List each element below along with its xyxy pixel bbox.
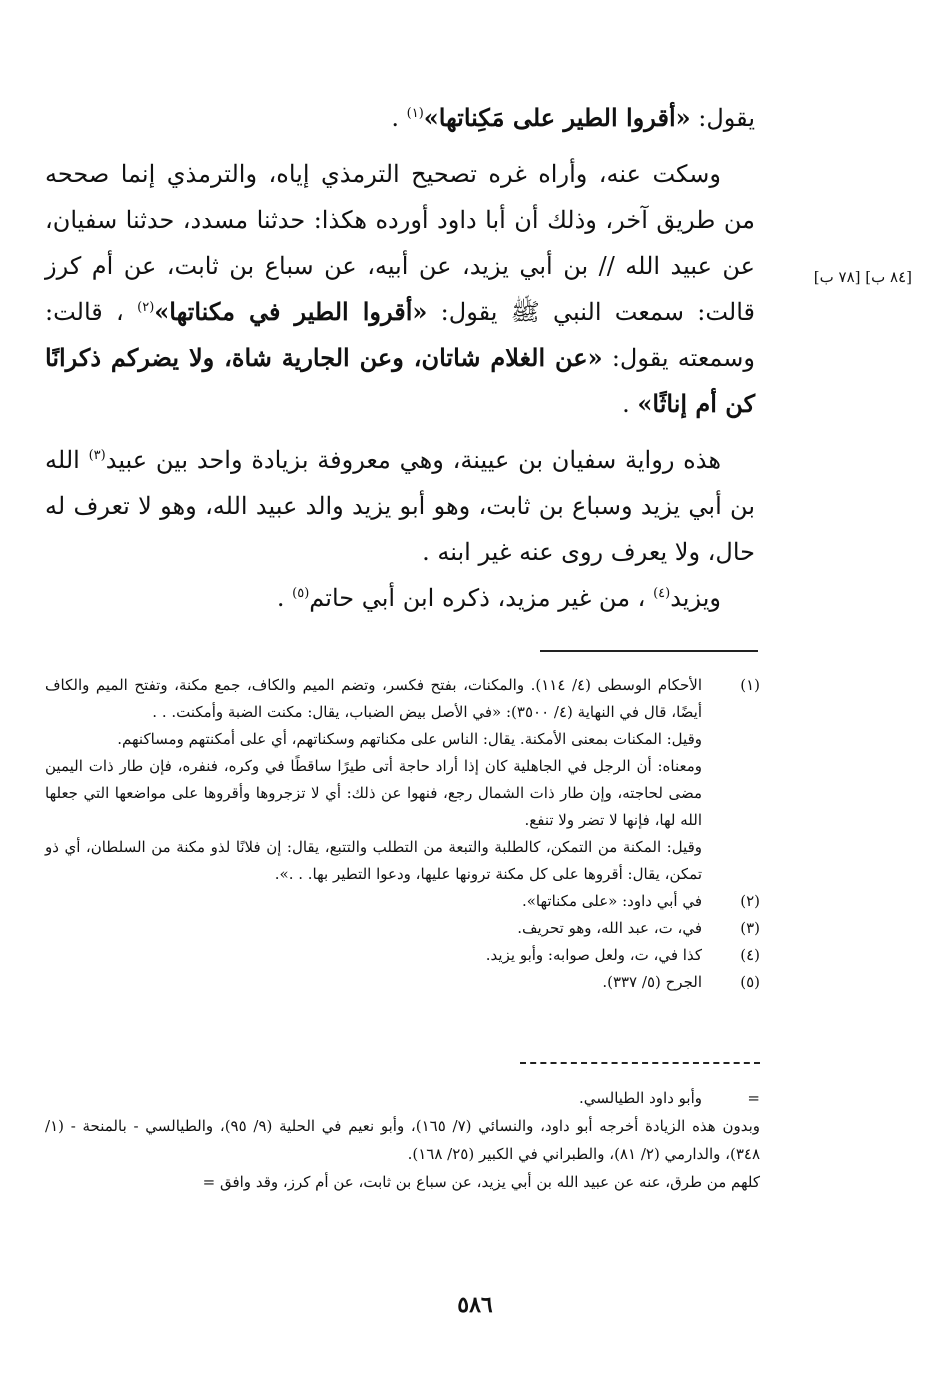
footnote-number: (٢)	[740, 892, 760, 910]
footnote-ref[interactable]: (٣)	[88, 448, 106, 463]
footnote-text: الأحكام الوسطى (٤/ ١١٤). والمكنات، بفتح فكسر، وتضم الميم والكاف، جمع مكنة، وتفتح الميم والكاف أيضًا، قال في النهاية (٤/ ٣٥٠٠): «في الأصل بيض الضباب، يقال: مكنت الضبة وأمكنت. . .	[45, 676, 703, 721]
continuation-text: وبدون هذه الزيادة أخرجه أبو داود، والنسائي (٧/ ١٦٥)، وأبو نعيم في الحلية (٩/ ٩٥)، والطيالسي - بالمنحة - (١/ ٣٤٨)، والدارمي (٢/ ٨١)، والطبراني في الكبير (٢٥/ ١٦٨).	[45, 1117, 760, 1163]
footnote-ref[interactable]: (٥)	[292, 586, 310, 601]
footnote-text: وقيل: المكنات بمعنى الأمكنة. يقال: الناس على مكناتهم وسكناتهم، أي على أمكنتهم ومساكنهم.	[117, 730, 702, 748]
footnotes	[45, 672, 760, 996]
footnote-3	[45, 915, 760, 942]
footnote-ref[interactable]: (٢)	[137, 300, 155, 315]
hadith-quote: «أقروا الطير على مَكِناتها»	[423, 103, 691, 132]
main-paragraph-4: ويزيد$^{(٤)}$ ، من غير مزيد، ذكره ابن أبي حاتم$^{(٥)}$ .	[276, 584, 721, 612]
footnote-text: في، ت، عبد الله، وهو تحريف.	[517, 919, 702, 937]
footnote-text: وقيل: المكنة من التمكن، كالطلبة والتبعة من التطلب والتتبع، يقال: إن فلانًا لذو مكنة من السلطان، أي ذو تمكن، يقال: أقروها على كل مكنة ترونها عليها، ودعوا التطير بها. . .».	[45, 838, 702, 883]
page-number: ٥٨٦	[457, 1292, 493, 1318]
footnote-1	[45, 672, 760, 888]
footnote-number: (١)	[740, 676, 760, 694]
hadith-quote: «عن الغلام شاتان، وعن الجارية شاة، ولا يضركم ذكرانًا كن أم إناثًا»	[45, 343, 755, 418]
continued-footnote	[45, 1084, 760, 1196]
footnote-ref[interactable]: (١)	[406, 106, 424, 121]
continuation-separator	[520, 1062, 760, 1064]
hadith-quote: «أقروا الطير في مكناتها»	[154, 297, 428, 326]
footnote-number: (٣)	[740, 919, 760, 937]
continuation-text: وأبو داود الطيالسي.	[578, 1089, 702, 1107]
footnote-separator	[540, 650, 758, 652]
continuation-text: كلهم من طرق، عنه عن عبيد الله بن أبي يزيد، عن سباع بن ثابت، عن أم كرز، وقد وافق =	[202, 1173, 760, 1191]
main-paragraph-2: وسكت عنه، وأراه غره تصحيح الترمذي إياه، والترمذي إنما صححه من طريق آخر، وذلك أن أبا داود أورده هكذا: حدثنا مسدد، حدثنا سفيان، عن عبيد الله // بن أبي يزيد، عن أبيه، عن سباع بن ثابت، عن أم كرز قالت: سمعت النبي ﷺ يقول: «أقروا الطير في مكناتها»$^{(٢)}$ ، قالت: وسمعته يقول: «عن الغلام شاتان، وعن الجارية شاة، ولا يضركم ذكرانًا كن أم إناثًا» .	[45, 160, 756, 418]
continuation-mark: =	[747, 1089, 760, 1107]
footnote-ref[interactable]: (٤)	[653, 586, 671, 601]
footnote-number: (٥)	[740, 973, 760, 991]
footnote-text: الجرح (٥/ ٣٣٧).	[602, 973, 702, 991]
footnote-text: كذا في، ت، ولعل صوابه: وأبو يزيد.	[485, 946, 702, 964]
footnote-4	[45, 942, 760, 969]
footnote-number: (٤)	[740, 946, 760, 964]
main-text	[45, 95, 755, 621]
main-paragraph-3: هذه رواية سفيان بن عيينة، وهي معروفة بزيادة واحد بين عبيد$^{(٣)}$ الله بن أبي يزيد وسباع بن ثابت، وهو أبو يزيد والد عبيد الله، وهو لا تعرف له حال، ولا يعرف روى عنه غير ابنه .	[45, 446, 755, 566]
main-line-1: يقول: «أقروا الطير على مَكِناتها»$^{(١)}$ .	[391, 103, 755, 132]
manuscript-folio-note: [٨٤ ب] [٧٨ ب]	[813, 268, 912, 286]
footnote-text: في أبي داود: «على مكناتها».	[521, 892, 702, 910]
footnote-2	[45, 888, 760, 915]
footnote-text: ومعناه: أن الرجل في الجاهلية كان إذا أراد حاجة أتى طيرًا ساقطًا في وكره، فنفره، فإن طار ذات اليمين مضى لحاجته، وإن طار ذات الشمال رجع، فنهوا عن ذلك: أي لا تزجروها وأقروها على مواضعها التي جعلها الله لها، فإنها لا تضر ولا تنفع.	[45, 757, 702, 829]
footnote-5	[45, 969, 760, 996]
